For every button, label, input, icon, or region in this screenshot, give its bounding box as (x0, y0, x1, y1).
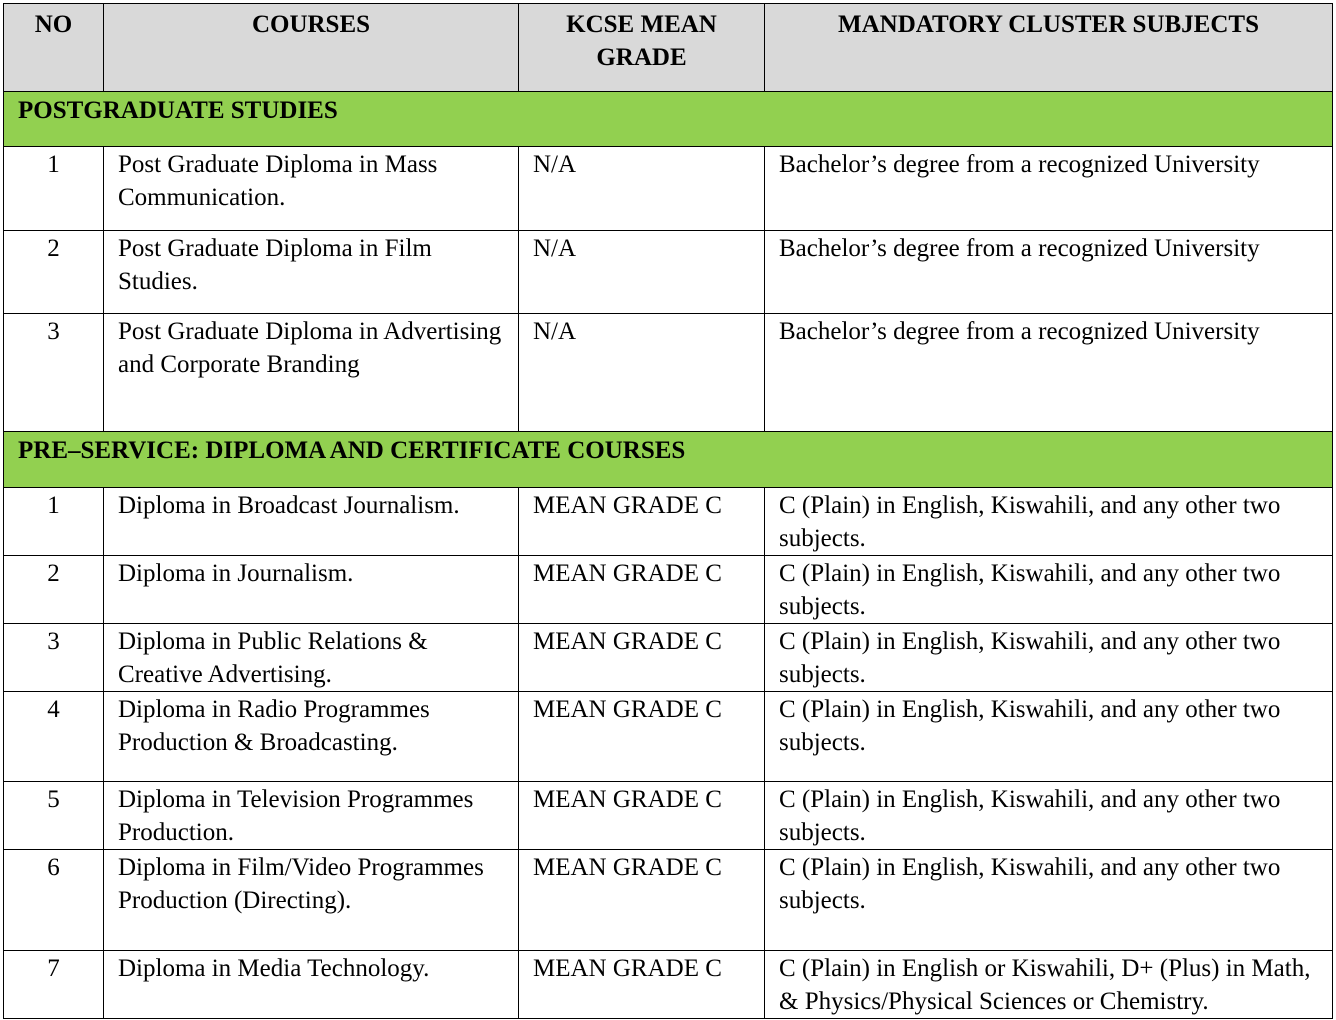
section-header-row (4, 92, 1333, 147)
course-name: Diploma in Media Technology. (104, 951, 519, 1019)
row-number: 2 (4, 231, 104, 314)
cluster-subjects: C (Plain) in English or Kiswahili, D+ (Plus) in Math, & Physics/Physical Sciences or Chemistry. (765, 951, 1333, 1019)
table-row (4, 850, 1333, 951)
section-title: POSTGRADUATE STUDIES (4, 92, 1333, 147)
course-name: Diploma in Film/Video Programmes Production (Directing). (104, 850, 519, 951)
header-no: NO (4, 4, 104, 92)
section-title: PRE–SERVICE: DIPLOMA AND CERTIFICATE COURSES (4, 432, 1333, 488)
mean-grade: MEAN GRADE C (519, 782, 765, 850)
course-name: Diploma in Radio Programmes Production & Broadcasting. (104, 692, 519, 782)
table-row (4, 556, 1333, 624)
table-row (4, 951, 1333, 1019)
cluster-subjects: C (Plain) in English, Kiswahili, and any other two subjects. (765, 624, 1333, 692)
row-number: 3 (4, 624, 104, 692)
row-number: 4 (4, 692, 104, 782)
row-number: 1 (4, 147, 104, 231)
course-name: Diploma in Journalism. (104, 556, 519, 624)
courses-table (3, 3, 1333, 1019)
table-row (4, 314, 1333, 432)
cluster-subjects: C (Plain) in English, Kiswahili, and any other two subjects. (765, 782, 1333, 850)
cluster-subjects: Bachelor’s degree from a recognized University (765, 231, 1333, 314)
mean-grade: MEAN GRADE C (519, 556, 765, 624)
table-row (4, 624, 1333, 692)
row-number: 3 (4, 314, 104, 432)
mean-grade: MEAN GRADE C (519, 488, 765, 556)
header-courses: COURSES (104, 4, 519, 92)
table-row (4, 147, 1333, 231)
row-number: 2 (4, 556, 104, 624)
row-number: 1 (4, 488, 104, 556)
course-name: Diploma in Television Programmes Production. (104, 782, 519, 850)
mean-grade: N/A (519, 231, 765, 314)
course-name: Diploma in Broadcast Journalism. (104, 488, 519, 556)
cluster-subjects: C (Plain) in English, Kiswahili, and any other two subjects. (765, 488, 1333, 556)
table-row (4, 488, 1333, 556)
cluster-subjects: C (Plain) in English, Kiswahili, and any other two subjects. (765, 556, 1333, 624)
header-mandatory-cluster-subjects: MANDATORY CLUSTER SUBJECTS (765, 4, 1333, 92)
course-name: Post Graduate Diploma in Film Studies. (104, 231, 519, 314)
cluster-subjects: C (Plain) in English, Kiswahili, and any other two subjects. (765, 692, 1333, 782)
table-row (4, 782, 1333, 850)
course-name: Diploma in Public Relations & Creative Advertising. (104, 624, 519, 692)
row-number: 5 (4, 782, 104, 850)
cluster-subjects: C (Plain) in English, Kiswahili, and any other two subjects. (765, 850, 1333, 951)
header-row (4, 4, 1333, 92)
mean-grade: MEAN GRADE C (519, 624, 765, 692)
table-row (4, 692, 1333, 782)
row-number: 6 (4, 850, 104, 951)
mean-grade: MEAN GRADE C (519, 692, 765, 782)
course-name: Post Graduate Diploma in Advertising and Corporate Branding (104, 314, 519, 432)
table-row (4, 231, 1333, 314)
row-number: 7 (4, 951, 104, 1019)
mean-grade: MEAN GRADE C (519, 850, 765, 951)
mean-grade: N/A (519, 147, 765, 231)
mean-grade: MEAN GRADE C (519, 951, 765, 1019)
cluster-subjects: Bachelor’s degree from a recognized University (765, 147, 1333, 231)
mean-grade: N/A (519, 314, 765, 432)
header-kcse-mean-grade: KCSE MEAN GRADE (519, 4, 765, 92)
course-name: Post Graduate Diploma in Mass Communication. (104, 147, 519, 231)
cluster-subjects: Bachelor’s degree from a recognized University (765, 314, 1333, 432)
section-header-row (4, 432, 1333, 488)
